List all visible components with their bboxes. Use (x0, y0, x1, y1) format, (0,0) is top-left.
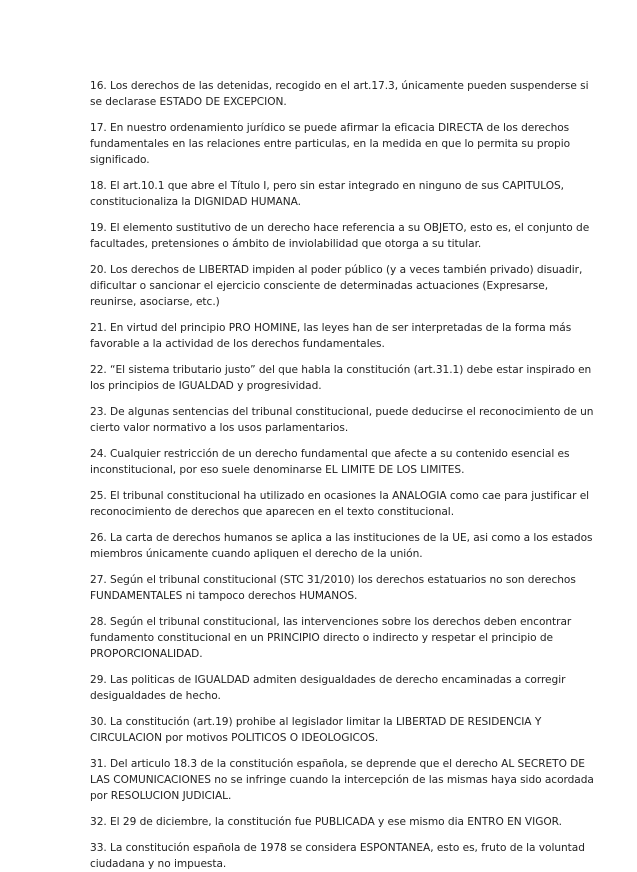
statement-text: La carta de derechos humanos se aplica a las instituciones de la UE, asi como a los estados miembros únicamente cuando apliquen el derecho de la unión. (90, 532, 593, 560)
statement-text: La constitución española de 1978 se considera ESPONTANEA, esto es, fruto de la voluntad ciudadana y no impuesta. (90, 842, 585, 870)
statement-text: En nuestro ordenamiento jurídico se puede afirmar la eficacia DIRECTA de los derechos fundamentales en las relaciones entre particulas, en la medida en que lo permita su propio significado. (90, 122, 571, 166)
statement-number: 23. (90, 406, 107, 418)
statement-item (90, 446, 595, 478)
statement-number: 18. (90, 180, 107, 192)
statement-item (90, 714, 595, 746)
statement-number: 25. (90, 490, 107, 502)
statement-text: “El sistema tributario justo” del que habla la constitución (art.31.1) debe estar inspirado en los principios de IGUALDAD y progresividad. (90, 364, 592, 392)
statement-text: Según el tribunal constitucional (STC 31/2010) los derechos estatuarios no son derechos FUNDAMENTALES ni tampoco derechos HUMANOS. (90, 574, 576, 602)
statement-item (90, 672, 595, 704)
statement-number: 33. (90, 842, 107, 854)
statement-text: El tribunal constitucional ha utilizado en ocasiones la ANALOGIA como cae para justificar el reconocimiento de derechos que aparecen en el texto constitucional. (90, 490, 590, 518)
statement-item (90, 220, 595, 252)
statement-text: El 29 de diciembre, la constitución fue PUBLICADA y ese mismo dia ENTRO EN VIGOR. (110, 816, 562, 828)
statement-number: 17. (90, 122, 107, 134)
statement-text: Cualquier restricción de un derecho fundamental que afecte a su contenido esencial es inconstitucional, por eso suele denominarse EL LIMITE DE LOS LIMITES. (90, 448, 570, 476)
statement-item (90, 262, 595, 310)
statement-text: En virtud del principio PRO HOMINE, las leyes han de ser interpretadas de la forma más favorable a la actividad de los derechos fundamentales. (90, 322, 572, 350)
statement-text: De algunas sentencias del tribunal constitucional, puede deducirse el reconocimiento de un cierto valor normativo a los usos parlamentarios. (90, 406, 594, 434)
statement-text: El art.10.1 que abre el Título I, pero sin estar integrado en ninguno de sus CAPITULOS, constitucionaliza la DIGNIDAD HUMANA. (90, 180, 564, 208)
statement-number: 24. (90, 448, 107, 460)
statement-number: 29. (90, 674, 107, 686)
statement-text: Los derechos de LIBERTAD impiden al poder público (y a veces también privado) disuadir, dificultar o sancionar el ejercicio consciente de determinadas actuaciones (Expresarse, reunirse, asociarse, etc.) (90, 264, 583, 308)
statement-item (90, 78, 595, 110)
statement-number: 22. (90, 364, 107, 376)
statement-item (90, 404, 595, 436)
statement-text: Según el tribunal constitucional, las intervenciones sobre los derechos deben encontrar fundamento constitucional en un PRINCIPIO directo o indirecto y respetar el principio de PROPORCIONALIDAD. (90, 616, 572, 660)
statement-item (90, 530, 595, 562)
statement-number: 28. (90, 616, 107, 628)
statement-text: El elemento sustitutivo de un derecho hace referencia a su OBJETO, esto es, el conjunto de facultades, pretensiones o ámbito de inviolabilidad que otorga a su titular. (90, 222, 590, 250)
statement-number: 20. (90, 264, 107, 276)
statement-item (90, 488, 595, 520)
statement-item (90, 840, 595, 872)
statement-item (90, 120, 595, 168)
statement-item (90, 756, 595, 804)
statement-text: Los derechos de las detenidas, recogido en el art.17.3, únicamente pueden suspenderse si se declarase ESTADO DE EXCEPCION. (90, 80, 589, 108)
statement-text: Del articulo 18.3 de la constitución española, se deprende que el derecho AL SECRETO DE LAS COMUNICACIONES no se infringe cuando la intercepción de las mismas haya sido acordada por RESOLUCION JUDICIAL. (90, 758, 594, 802)
statement-number: 31. (90, 758, 107, 770)
statement-text: Las politicas de IGUALDAD admiten desigualdades de derecho encaminadas a corregir desigualdades de hecho. (90, 674, 566, 702)
statement-text: La constitución (art.19) prohibe al legislador limitar la LIBERTAD DE RESIDENCIA Y CIRCULACION por motivos POLITICOS O IDEOLOGICOS. (90, 716, 542, 744)
statement-item (90, 572, 595, 604)
statement-item (90, 614, 595, 662)
statement-number: 16. (90, 80, 107, 92)
statement-number: 27. (90, 574, 107, 586)
statement-item (90, 178, 595, 210)
statement-number: 19. (90, 222, 107, 234)
statement-item (90, 814, 595, 830)
statement-number: 32. (90, 816, 107, 828)
statement-item (90, 362, 595, 394)
statement-number: 21. (90, 322, 107, 334)
statement-item (90, 320, 595, 352)
statement-number: 30. (90, 716, 107, 728)
statement-number: 26. (90, 532, 107, 544)
statement-list (90, 78, 595, 872)
